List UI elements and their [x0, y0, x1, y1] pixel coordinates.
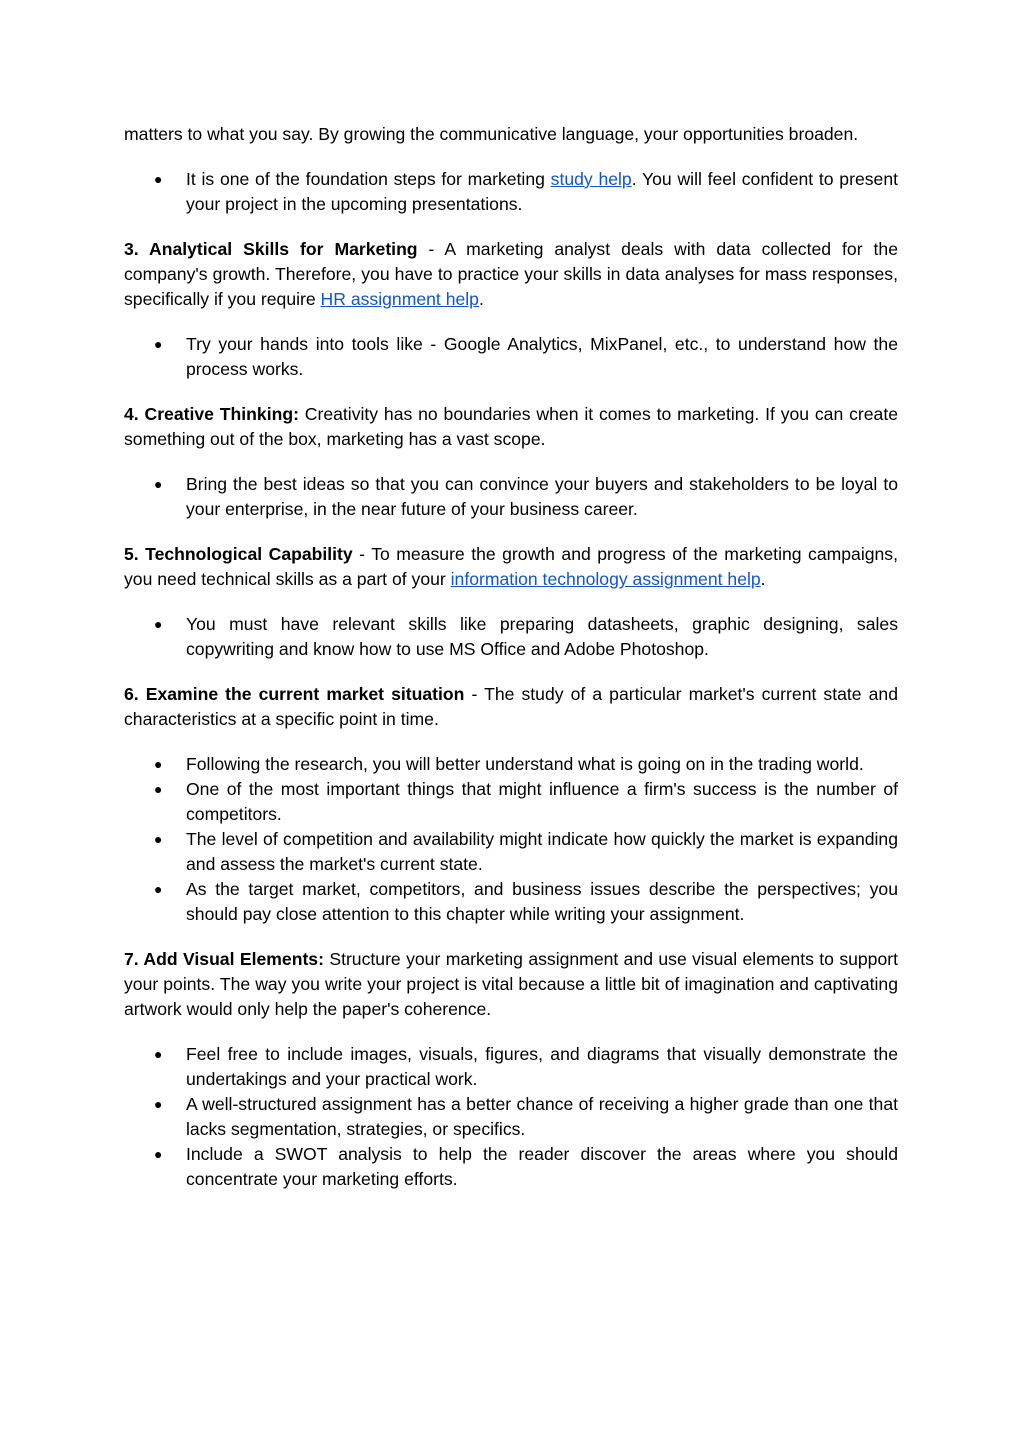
- list-item: ● Bring the best ideas so that you can convince your buyers and stakeholders to be loyal to your enterprise, in the near future of your business career.: [154, 474, 898, 519]
- list-item: ● You must have relevant skills like preparing datasheets, graphic designing, sales copywriting and know how to use MS Office and Adobe Photoshop.: [154, 614, 898, 659]
- section-4-bullet-list: [124, 472, 898, 522]
- bullet-icon: ●: [154, 1146, 163, 1162]
- list-item: ● One of the most important things that might influence a firm's success is the number of competitors.: [154, 779, 898, 824]
- list-item: ● Feel free to include images, visuals, figures, and diagrams that visually demonstrate the undertakings and your practical work.: [154, 1044, 898, 1089]
- intro-text: matters to what you say. By growing the communicative language, your opportunities broaden.: [124, 124, 859, 144]
- section-5-paragraph: 5. Technological Capability - To measure the growth and progress of the marketing campaigns, you need technical skills as a part of your information technology assignment help.: [124, 544, 898, 589]
- list-item: ● Include a SWOT analysis to help the reader discover the areas where you should concentrate your marketing efforts.: [154, 1144, 898, 1189]
- bullet-icon: ●: [154, 1046, 163, 1062]
- bullet-icon: ●: [154, 1096, 163, 1112]
- section-3-heading: 3. Analytical Skills for Marketing: [124, 239, 418, 259]
- section-7-paragraph: 7. Add Visual Elements: Structure your marketing assignment and use visual elements to support your points. The way you write your project is vital because a little bit of imagination and captivating artwork would only help the paper's coherence.: [124, 949, 898, 1019]
- bullet-icon: ●: [154, 781, 163, 797]
- bullet-icon: ●: [154, 171, 163, 187]
- bullet-icon: ●: [154, 336, 163, 352]
- hr-assignment-help-link[interactable]: HR assignment help: [320, 289, 479, 309]
- section-4-paragraph: 4. Creative Thinking: Creativity has no boundaries when it comes to marketing. If you can create something out of the box, marketing has a vast scope.: [124, 404, 898, 449]
- intro-bullet-list: [124, 167, 898, 217]
- bullet-icon: ●: [154, 476, 163, 492]
- section-6-heading: 6. Examine the current market situation: [124, 684, 465, 704]
- section-6-bullet-list: [124, 752, 898, 927]
- section-4-heading: 4. Creative Thinking:: [124, 404, 299, 424]
- list-item: ● A well-structured assignment has a better chance of receiving a higher grade than one that lacks segmentation, strategies, or specifics.: [154, 1094, 898, 1139]
- study-help-link[interactable]: study help: [550, 169, 632, 189]
- list-item: ● Following the research, you will better understand what is going on in the trading world.: [124, 752, 898, 777]
- bullet-icon: ●: [154, 616, 163, 632]
- section-3-paragraph: 3. Analytical Skills for Marketing - A marketing analyst deals with data collected for the company's growth. Therefore, you have to practice your skills in data analyses for mass responses, specifically if you require HR assignment help.: [124, 239, 898, 309]
- section-6-paragraph: 6. Examine the current market situation - The study of a particular market's current state and characteristics at a specific point in time.: [124, 684, 898, 729]
- list-item: ● As the target market, competitors, and business issues describe the perspectives; you should pay close attention to this chapter while writing your assignment.: [154, 879, 898, 924]
- bullet-icon: ●: [154, 881, 163, 897]
- information-technology-assignment-help-link[interactable]: information technology assignment help: [450, 569, 761, 589]
- section-5-bullet-list: [124, 612, 898, 662]
- list-item: ● The level of competition and availability might indicate how quickly the market is expanding and assess the market's current state.: [154, 829, 898, 874]
- bullet-icon: ●: [154, 756, 163, 772]
- section-5-heading: 5. Technological Capability: [124, 544, 353, 564]
- bullet-icon: ●: [154, 831, 163, 847]
- list-item: ● It is one of the foundation steps for marketing study help. You will feel confident to present your project in the upcoming presentations.: [154, 169, 898, 214]
- section-7-heading: 7. Add Visual Elements:: [124, 949, 324, 969]
- document-page: [124, 122, 898, 1212]
- intro-paragraph: [124, 122, 898, 147]
- list-item: ● Try your hands into tools like - Google Analytics, MixPanel, etc., to understand how the process works.: [154, 334, 898, 379]
- section-7-bullet-list: [124, 1042, 898, 1192]
- section-3-bullet-list: [124, 332, 898, 382]
